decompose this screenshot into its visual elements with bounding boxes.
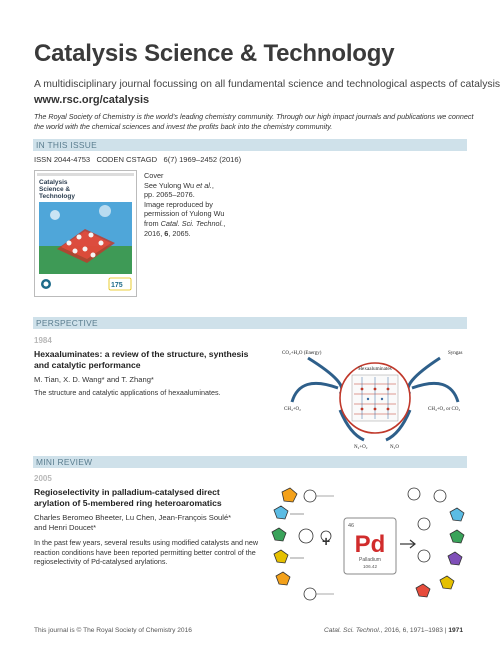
hex-top-right-label: Syngas: [448, 351, 463, 356]
hex-center-label: Hexaaluminates: [358, 366, 392, 372]
perspective-page: 1984: [34, 336, 52, 345]
pd-element-name: Palladium: [359, 557, 381, 563]
issn: ISSN 2044-4753: [34, 155, 91, 164]
cover-thumb-badge: 175: [111, 282, 123, 289]
mini-review-abstract: In the past few years, several results using modified catalysts and new reaction conditions have been reported permitting better control of the regioselectivity of Pd-catalysed arylations.: [34, 538, 259, 567]
hex-bottom-right-label: N₂O: [390, 445, 399, 450]
cover-credit-4: [144, 229, 254, 239]
perspective-abstract: The structure and catalytic applications of hexaaluminates.: [34, 388, 221, 397]
hexaaluminate-diagram: [280, 344, 470, 452]
pd-symbol: Pd: [354, 531, 386, 558]
rsc-intro-text: The Royal Society of Chemistry is the world's leading chemistry community. Through our high impact journals and publications we connect the world with the chemical sciences and invest the profits back into the chemistry community.: [34, 112, 474, 131]
journal-url-link[interactable]: www.rsc.org/catalysis: [34, 94, 150, 106]
citation-footer: [324, 627, 463, 634]
pd-atomic-mass: 106.42: [362, 564, 378, 569]
svg-text:+: +: [322, 533, 331, 549]
cover-credit-3: [144, 219, 254, 229]
footer-ref: , 2016, 6, 1971–1983 |: [380, 627, 447, 634]
hex-right-label: CH₄+O₂ or CO₂: [428, 407, 461, 412]
cover-year: 2016,: [144, 228, 165, 238]
cover-thumb-title-3: Technology: [39, 193, 75, 200]
cover-description: [144, 171, 254, 238]
cover-comma: ,: [211, 180, 214, 190]
cover-see-text: See Yulong Wu: [144, 180, 197, 190]
cover-thumb-title-2: Science &: [39, 186, 71, 193]
cover-line-1: [144, 181, 254, 191]
cover-pages[interactable]: pp. 2065–2076.: [144, 190, 195, 200]
cover-credit-2: permission of Yulong Wu: [144, 209, 225, 219]
mini-review-band: [33, 456, 467, 468]
perspective-article-title[interactable]: Hexaaluminates: a review of the structure, synthesis and catalytic performance: [34, 349, 249, 370]
cover-et-al: et al.: [196, 180, 212, 190]
coden: CODEN CSTAGD: [96, 155, 158, 164]
hex-crystal-structure: [352, 375, 398, 421]
hexaaluminate-graphical-abstract: [280, 344, 470, 452]
cover-credit-1: Image reproduced by: [144, 199, 213, 209]
journal-title: Catalysis Science & Technology: [34, 40, 395, 67]
pd-atomic-number: 46: [348, 523, 355, 529]
mini-review-label: MINI REVIEW: [36, 457, 93, 467]
mini-review-page: 2005: [34, 474, 52, 483]
journal-subtitle: A multidisciplinary journal focussing on all fundamental science and technological aspects of catalysis: [34, 79, 500, 90]
cover-volume: 6: [164, 228, 169, 238]
cover-label: Cover: [144, 171, 164, 180]
in-this-issue-label: IN THIS ISSUE: [36, 140, 97, 150]
in-this-issue-band: [33, 139, 467, 151]
cover-image[interactable]: [34, 170, 137, 297]
hex-bottom-left-label: N₂+O₂: [354, 445, 368, 450]
issn-line: [34, 155, 241, 164]
hex-top-left-label: CO₂+H₂O (Energy): [282, 351, 322, 356]
hex-left-label: CH₄+O₂: [284, 407, 301, 412]
footer-journal: Catal. Sci. Technol.: [324, 627, 381, 634]
perspective-label: PERSPECTIVE: [36, 318, 98, 328]
cover-page: , 2065.: [168, 228, 191, 238]
mini-review-article-title[interactable]: Regioselectivity in palladium-catalysed direct arylation of 5-membered ring heteroaromatics: [34, 487, 222, 508]
mini-review-authors: Charles Beromeo Bheeter, Lu Chen, Jean-François Soulé* and Henri Doucet*: [34, 513, 232, 532]
pd-arylation-graphical-abstract: [264, 484, 470, 610]
perspective-authors: M. Tian, X. D. Wang* and T. Zhang*: [34, 375, 154, 384]
cover-thumb-title-1: Catalysis: [39, 179, 68, 186]
perspective-band: [33, 317, 467, 329]
cover-comma-2: ,: [223, 218, 226, 228]
page-number: 1971: [448, 627, 463, 634]
volume-info: 6(7) 1969–2452 (2016): [163, 155, 242, 164]
copyright-footer: This journal is © The Royal Society of Chemistry 2016: [34, 627, 192, 634]
cover-from: from: [144, 218, 161, 228]
cover-journal-abbrev: Catal. Sci. Technol.: [160, 218, 224, 228]
pd-arylation-diagram: [264, 484, 470, 610]
cover-art: [35, 171, 136, 296]
